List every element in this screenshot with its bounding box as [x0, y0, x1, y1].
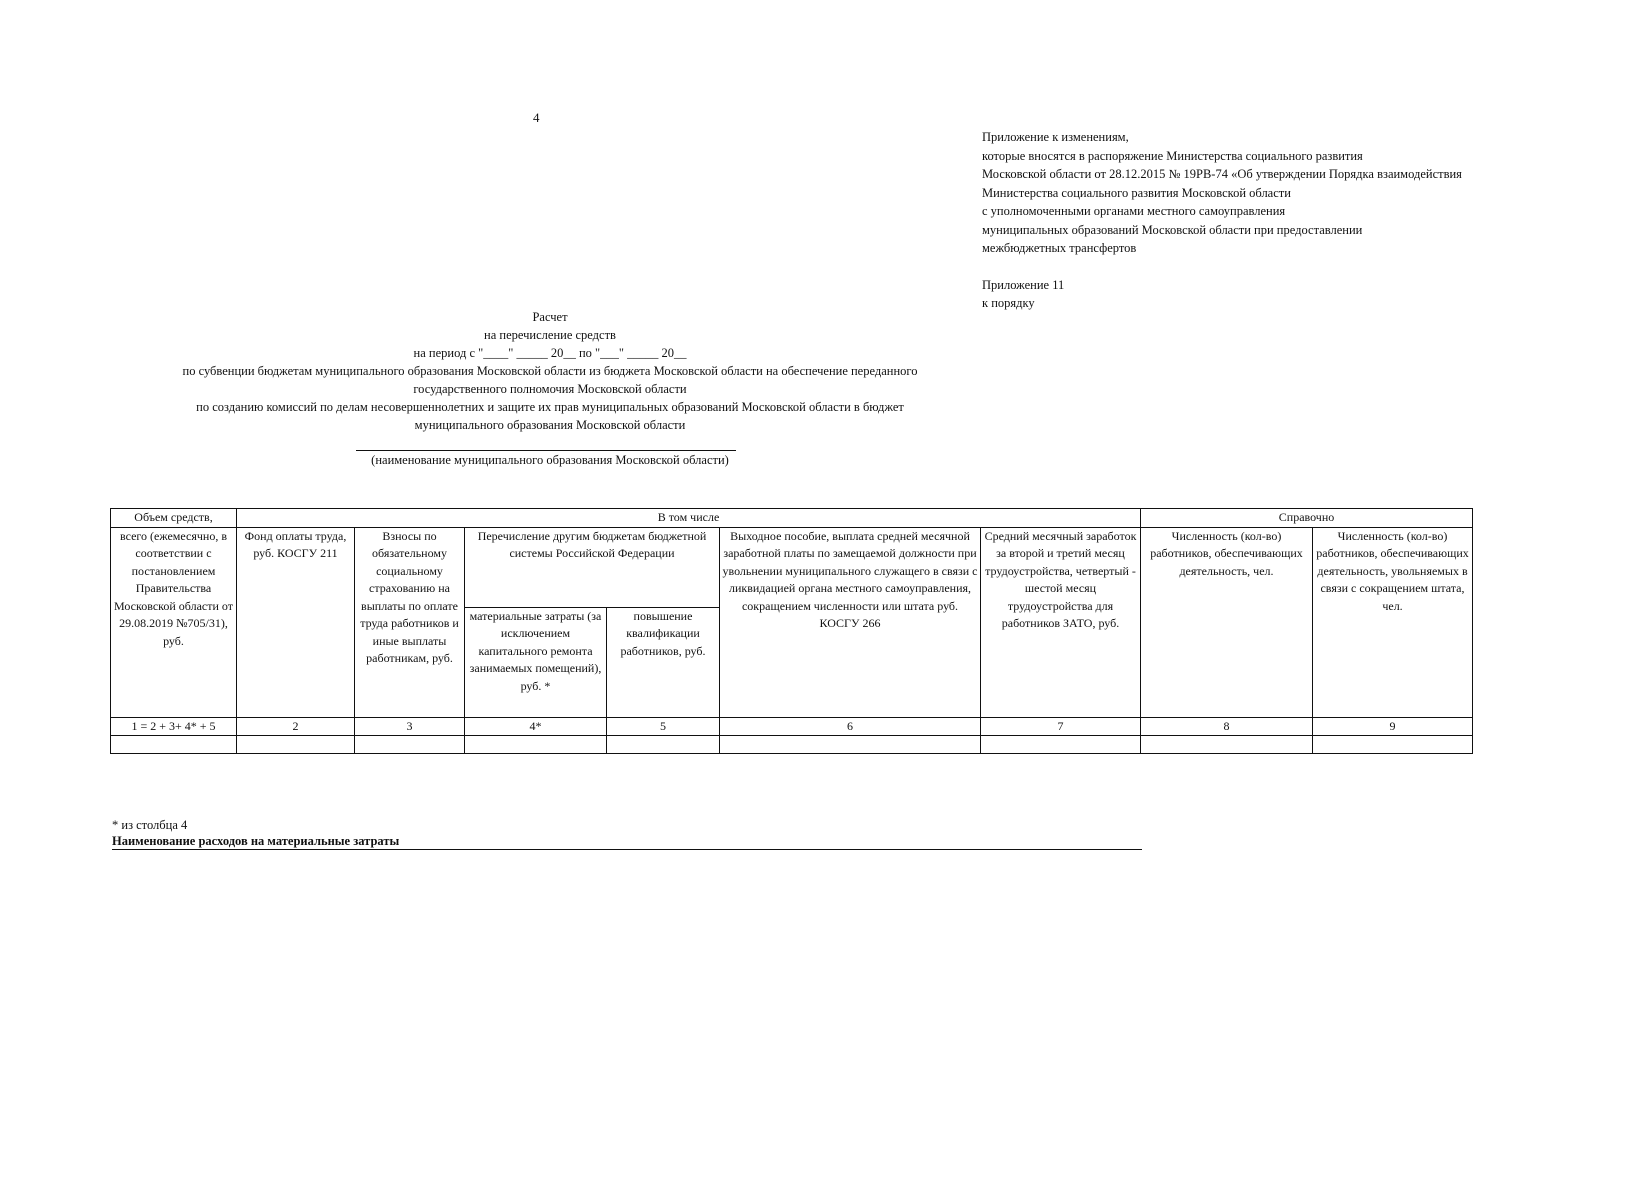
footnote-title: Наименование расходов на материальные затраты: [112, 834, 1142, 850]
appendix-line: Приложение к изменениям,: [982, 130, 1129, 144]
column-number: 6: [720, 717, 981, 736]
col45-group-header: Перечисление другим бюджетам бюджетной системы Российской Федерации: [465, 527, 720, 607]
empty-data-row: [111, 736, 1473, 754]
col9-header: Численность (кол-во) работников, обеспечивающих деятельность, увольняемых в связи с сокращением штата, чел.: [1313, 527, 1473, 717]
column-number: 5: [607, 717, 720, 736]
empty-cell[interactable]: [1313, 736, 1473, 754]
col4-header: материальные затраты (за исключением капитального ремонта занимаемых помещений), руб. *: [465, 607, 607, 717]
column-number: 2: [237, 717, 355, 736]
column-number: 3: [355, 717, 465, 736]
col5-header: повышение квалификации работников, руб.: [607, 607, 720, 717]
title-line: по субвенции бюджетам муниципального образования Московской области из бюджета Московской области на обеспечение переданного: [182, 364, 918, 378]
appendix-line: Московской области от 28.12.2015 № 19РВ-74 «Об утверждении Порядка взаимодействия: [982, 167, 1462, 181]
empty-cell[interactable]: [720, 736, 981, 754]
appendix-line: межбюджетных трансфертов: [982, 241, 1137, 255]
column-number: 4*: [465, 717, 607, 736]
appendix-line: с уполномоченными органами местного самоуправления: [982, 204, 1286, 218]
col8-header: Численность (кол-во) работников, обеспечивающих деятельность, чел.: [1141, 527, 1313, 717]
title-line: Расчет: [532, 310, 568, 324]
empty-cell[interactable]: [355, 736, 465, 754]
title-line: по созданию комиссий по делам несовершеннолетних и защите их прав муниципальных образований Московской области в бюджет: [196, 400, 904, 414]
empty-cell[interactable]: [981, 736, 1141, 754]
group-including-header: В том числе: [237, 509, 1141, 528]
calculation-table: [110, 508, 1473, 754]
empty-cell[interactable]: [237, 736, 355, 754]
appendix-line: которые вносятся в распоряжение Министерства социального развития: [982, 148, 1363, 163]
column-number: 1 = 2 + 3+ 4* + 5: [111, 717, 237, 736]
appendix-sub-line: к порядку: [982, 296, 1035, 310]
title-line: на период с "____" _____ 20__ по "___" _____ 20__: [413, 346, 687, 360]
appendix-line: Министерства социального развития Московской области: [982, 185, 1291, 200]
empty-cell[interactable]: [465, 736, 607, 754]
group-reference-header: Справочно: [1141, 509, 1473, 528]
empty-cell[interactable]: [1141, 736, 1313, 754]
mo-name-line: [356, 450, 736, 451]
column-number: 9: [1313, 717, 1473, 736]
mo-name-caption: (наименование муниципального образования Московской области): [371, 453, 729, 467]
col1-header: Объем средств,: [111, 509, 237, 528]
col6-header: Выходное пособие, выплата средней месячной заработной платы по замещаемой должности при увольнении муниципального служащего в связи с ликвидацией органа местного самоуправления, сокращением численности или штата руб. КОСГУ 266: [720, 527, 981, 717]
footnote-note: * из столбца 4: [112, 818, 188, 832]
column-number: 8: [1141, 717, 1313, 736]
col2-header: Фонд оплаты труда, руб. КОСГУ 211: [237, 527, 355, 717]
col3-header: Взносы по обязательному социальному страхованию на выплаты по оплате труда работников и иные выплаты работникам, руб.: [355, 527, 465, 717]
document-title: [110, 308, 990, 434]
column-number: 7: [981, 717, 1141, 736]
title-line: муниципального образования Московской области: [414, 418, 686, 432]
empty-cell[interactable]: [111, 736, 237, 754]
appendix-sub-line: Приложение 11: [982, 277, 1065, 292]
empty-cell[interactable]: [607, 736, 720, 754]
title-line: на перечисление средств: [484, 328, 616, 342]
col7-header: Средний месячный заработок за второй и третий месяц трудоустройства, четвертый - шестой месяц трудоустройства для работников ЗАТО, руб.: [981, 527, 1141, 717]
title-line: государственного полномочия Московской области: [413, 382, 687, 396]
appendix-line: муниципальных образований Московской области при предоставлении: [982, 222, 1363, 237]
appendix-header: [982, 128, 1462, 313]
col1-description: всего (ежемесячно, в соответствии с постановлением Правительства Московской области от 29.08.2019 №705/31), руб.: [111, 527, 237, 717]
page-number: 4: [533, 110, 540, 125]
